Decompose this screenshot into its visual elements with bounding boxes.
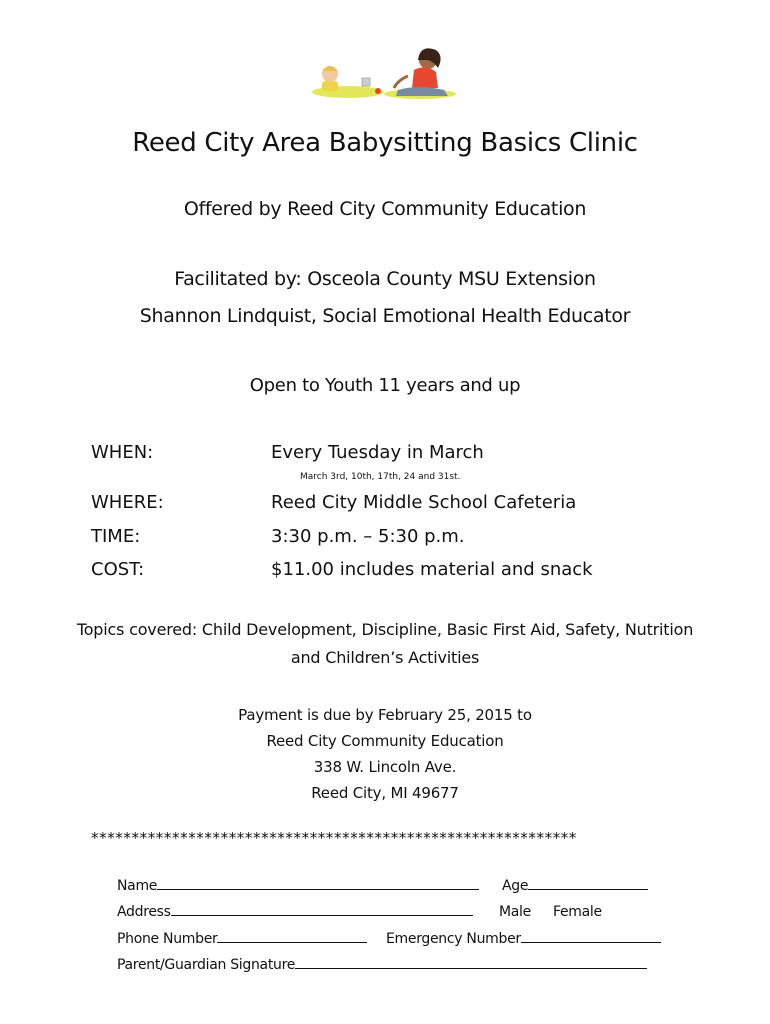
emergency-input-line[interactable] bbox=[521, 932, 661, 943]
payment-line-1: Payment is due by February 25, 2015 to bbox=[238, 706, 532, 724]
address-input-line[interactable] bbox=[171, 905, 473, 916]
payment-line-4: Reed City, MI 49677 bbox=[311, 784, 459, 802]
payment-line-3: 338 W. Lincoln Ave. bbox=[313, 758, 457, 776]
phone-input-line[interactable] bbox=[217, 932, 367, 943]
signature-field[interactable] bbox=[117, 957, 647, 973]
when-dates: March 3rd, 10th, 17th, 24 and 31st. bbox=[300, 472, 461, 482]
age-input-line[interactable] bbox=[528, 879, 648, 890]
time-value: 3:30 p.m. – 5:30 p.m. bbox=[271, 526, 465, 547]
address-field[interactable] bbox=[117, 904, 473, 920]
name-label: Name bbox=[117, 878, 158, 894]
address-label: Address bbox=[117, 904, 171, 920]
time-label: TIME: bbox=[91, 526, 141, 547]
cost-value: $11.00 includes material and snack bbox=[271, 559, 593, 580]
page-title: Reed City Area Babysitting Basics Clinic bbox=[132, 128, 638, 158]
facilitator-line-2: Shannon Lindquist, Social Emotional Health Educator bbox=[139, 305, 631, 327]
name-field[interactable] bbox=[117, 878, 479, 894]
phone-label: Phone Number bbox=[117, 931, 218, 947]
male-option[interactable]: Male bbox=[499, 904, 531, 920]
signature-input-line[interactable] bbox=[295, 958, 647, 969]
separator-line: ************************************************************ bbox=[91, 829, 577, 847]
name-input-line[interactable] bbox=[157, 879, 479, 890]
payment-line-2: Reed City Community Education bbox=[266, 732, 504, 750]
when-value: Every Tuesday in March bbox=[271, 442, 484, 463]
age-field[interactable] bbox=[502, 878, 648, 894]
female-option[interactable]: Female bbox=[553, 904, 602, 920]
facilitator-line-1: Facilitated by: Osceola County MSU Extension bbox=[174, 268, 596, 290]
signature-label: Parent/Guardian Signature bbox=[117, 957, 296, 973]
offered-by-text: Offered by Reed City Community Education bbox=[183, 198, 587, 220]
phone-field[interactable] bbox=[117, 931, 367, 947]
emergency-label: Emergency Number bbox=[386, 931, 521, 947]
topics-line-1: Topics covered: Child Development, Discipline, Basic First Aid, Safety, Nutrition bbox=[76, 620, 694, 639]
topics-line-2: and Children’s Activities bbox=[290, 648, 480, 667]
babysitter-with-child-icon bbox=[308, 44, 460, 100]
emergency-field[interactable] bbox=[386, 931, 661, 947]
cost-label: COST: bbox=[91, 559, 145, 580]
when-label: WHEN: bbox=[91, 442, 154, 463]
where-value: Reed City Middle School Cafeteria bbox=[271, 492, 577, 513]
age-label: Age bbox=[502, 878, 529, 894]
where-label: WHERE: bbox=[91, 492, 164, 513]
age-eligibility-text: Open to Youth 11 years and up bbox=[249, 375, 521, 396]
